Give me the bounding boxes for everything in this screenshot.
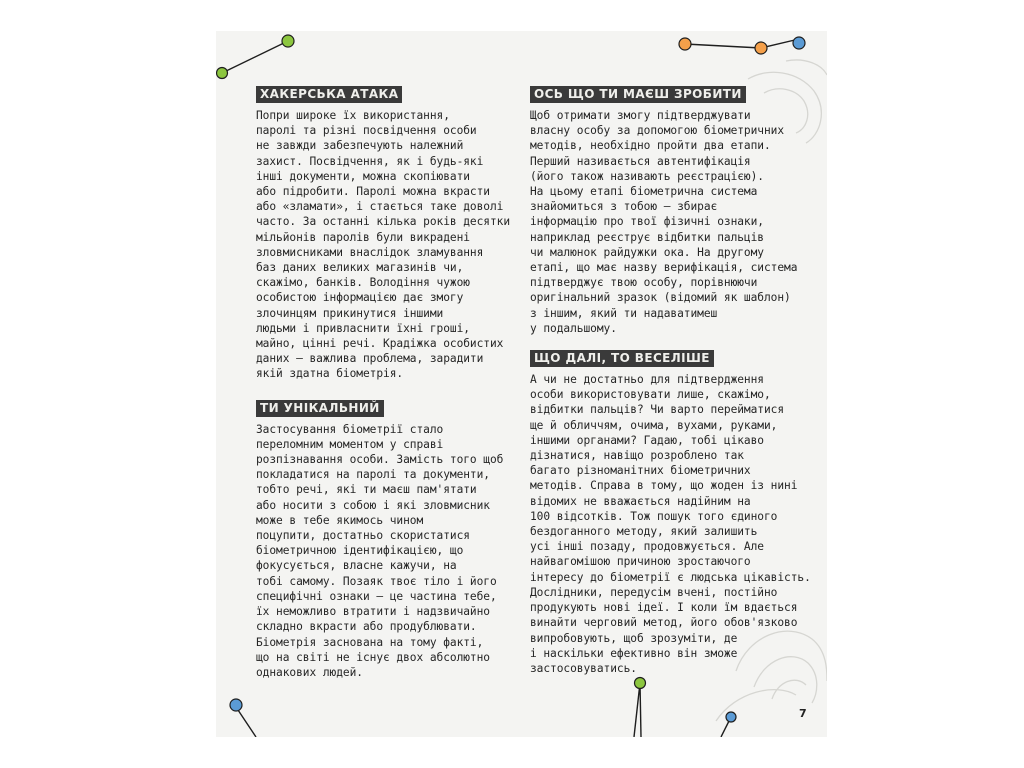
text-line: тобі самому. Позаяк твоє тіло і його [256, 574, 497, 588]
text-line: у подальшому. [530, 321, 617, 335]
text-line: 100 відсотків. Тож пошук того єдиного [530, 509, 778, 523]
page-number: 7 [799, 707, 807, 720]
text-line: застосовуватись. [530, 661, 637, 675]
section-the-further-the-merrier [530, 347, 811, 676]
text-line: паролі та різні посвідчення особи [256, 124, 477, 138]
text-line: баз даних великих магазинів чи, [256, 261, 464, 275]
section-body [530, 108, 798, 336]
text-line: однакових людей. [256, 665, 363, 679]
section-hacker-attack [256, 83, 514, 382]
text-line: якій здатна біометрія. [256, 367, 404, 381]
text-line: найвагомішою причиною зростаючого [530, 555, 751, 569]
text-line: мільйонів паролів були викрадені [256, 230, 470, 244]
text-line: Попри широке їх використання, [256, 109, 450, 122]
text-line: часто. За останні кілька років десятки [256, 215, 511, 229]
text-line: підтверджує твою особу, порівнюючи [530, 276, 758, 290]
text-line: захист. Посвідчення, як і будь-які [256, 154, 484, 168]
text-line: їх неможливо втратити і надзвичайно [256, 605, 490, 619]
text-line: Застосування біометрії стало [256, 422, 444, 436]
text-line: тобто речі, які ти маєш пам'ятати [256, 483, 477, 497]
text-line: випробовують, щоб зрозуміти, де [530, 631, 738, 645]
text-line: з іншим, який ти надаватимеш [530, 306, 718, 320]
text-line: наприклад реєструє відбитки пальців [530, 230, 764, 244]
text-line: продукують нові ідеї. І коли їм вдається [530, 601, 798, 615]
green-node [635, 678, 646, 689]
text-line: власну особу за допомогою біометричних [530, 124, 785, 138]
text-line: оригінальний зразок (відомий як шаблон) [530, 291, 791, 305]
blue-node [726, 712, 736, 722]
text-line: майно, цінні речі. Крадіжка особистих [256, 337, 504, 351]
text-line: інші документи, можна скопіювати [256, 169, 470, 183]
text-line: інтересу до біометрії є людська цікавість. [530, 570, 811, 584]
text-line: іншими органами? Гадаю, тобі цікаво [530, 433, 764, 447]
text-line: Дослідники, передусім вчені, постійно [530, 585, 778, 599]
right-column [530, 83, 811, 676]
text-line: А чи не достатньо для підтвердження [530, 373, 764, 387]
text-line: розпізнавання особи. Замість того щоб [256, 453, 504, 467]
text-line: зловмисниками внаслідок зламування [256, 245, 484, 259]
text-line: усі інші позаду, продовжується. Але [530, 540, 764, 554]
green-node [217, 68, 228, 79]
text-line: даних — важлива проблема, зарадити [256, 352, 484, 366]
text-line: складно вкрасти або продублювати. [256, 620, 477, 634]
section-body [256, 422, 514, 680]
section-heading: ТИ УНІКАЛЬНИЙ [256, 400, 384, 417]
text-line: що на світі не існує двох абсолютно [256, 650, 490, 664]
text-line: На цьому етапі біометрична система [530, 185, 758, 199]
text-line: фокусується, власне кажучи, на [256, 559, 457, 573]
text-line: або «зламати», і стається таке доволі [256, 200, 504, 214]
left-column [256, 83, 514, 680]
text-line: Щоб отримати змогу підтверджувати [530, 109, 751, 122]
text-line: людьми і привласнити їхні гроші, [256, 321, 470, 335]
text-line: біометричною ідентифікацією, що [256, 544, 464, 558]
text-line: інформацію про твої фізичні ознаки, [530, 215, 764, 229]
text-line: винайти черговий метод, його обов'язково [530, 616, 798, 630]
blue-node [230, 699, 242, 711]
text-line: багато різноманітних біометричних [530, 464, 751, 478]
orange-node [755, 42, 767, 54]
section-heading: ОСЬ ЩО ТИ МАЄШ ЗРОБИТИ [530, 86, 746, 103]
book-page [216, 31, 827, 737]
text-line: скажімо, банків. Володіння чужою [256, 276, 470, 290]
text-line: не завжди забезпечують належний [256, 139, 464, 153]
text-line: або підробити. Паролі можна вкрасти [256, 185, 490, 199]
text-line: і наскільки ефективно він зможе [530, 646, 738, 660]
text-line: покладатися на паролі та документи, [256, 468, 490, 482]
text-line: переломним моментом у справі [256, 437, 444, 451]
text-line: (його також називають реєстрацією). [530, 169, 764, 183]
section-you-are-unique [256, 397, 514, 680]
green-node [282, 35, 294, 47]
text-line: специфічні ознаки — це частина тебе, [256, 589, 497, 603]
section-body [530, 372, 811, 676]
text-line: чи малюнок райдужки ока. На другому [530, 245, 764, 259]
text-line: Перший називається автентифікація [530, 154, 751, 168]
text-line: злочинцям прикинутися іншими [256, 306, 444, 320]
section-heading: ХАКЕРСЬКА АТАКА [256, 86, 402, 103]
section-body [256, 108, 514, 382]
text-line: відомих не вважається надійним на [530, 494, 751, 508]
blue-node [793, 37, 805, 49]
text-line: етапі, що має назву верифікація, система [530, 261, 798, 275]
text-line: бездоганного методу, який залишить [530, 525, 758, 539]
text-line: методів, необхідно пройти два етапи. [530, 139, 771, 153]
text-line: поцупити, достатньо скористатися [256, 529, 470, 543]
text-line: може в тебе якимось чином [256, 513, 424, 527]
orange-node [679, 38, 691, 50]
text-line: особи використовувати лише, скажімо, [530, 388, 771, 402]
text-line: методів. Справа в тому, що жоден із нині [530, 479, 798, 493]
section-heading: ЩО ДАЛІ, ТО ВЕСЕЛІШЕ [530, 350, 714, 367]
text-line: відбитки пальців? Чи варто перейматися [530, 403, 785, 417]
text-line: ще й обличчям, очима, вухами, руками, [530, 418, 778, 432]
section-what-to-do [530, 83, 798, 336]
text-line: особистою інформацією дає змогу [256, 291, 464, 305]
text-line: дізнатися, навіщо розроблено так [530, 449, 744, 463]
text-line: Біометрія заснована на тому факті, [256, 635, 484, 649]
text-line: або носити з собою і які зловмисник [256, 498, 490, 512]
text-line: знайомиться з тобою — збирає [530, 200, 718, 214]
